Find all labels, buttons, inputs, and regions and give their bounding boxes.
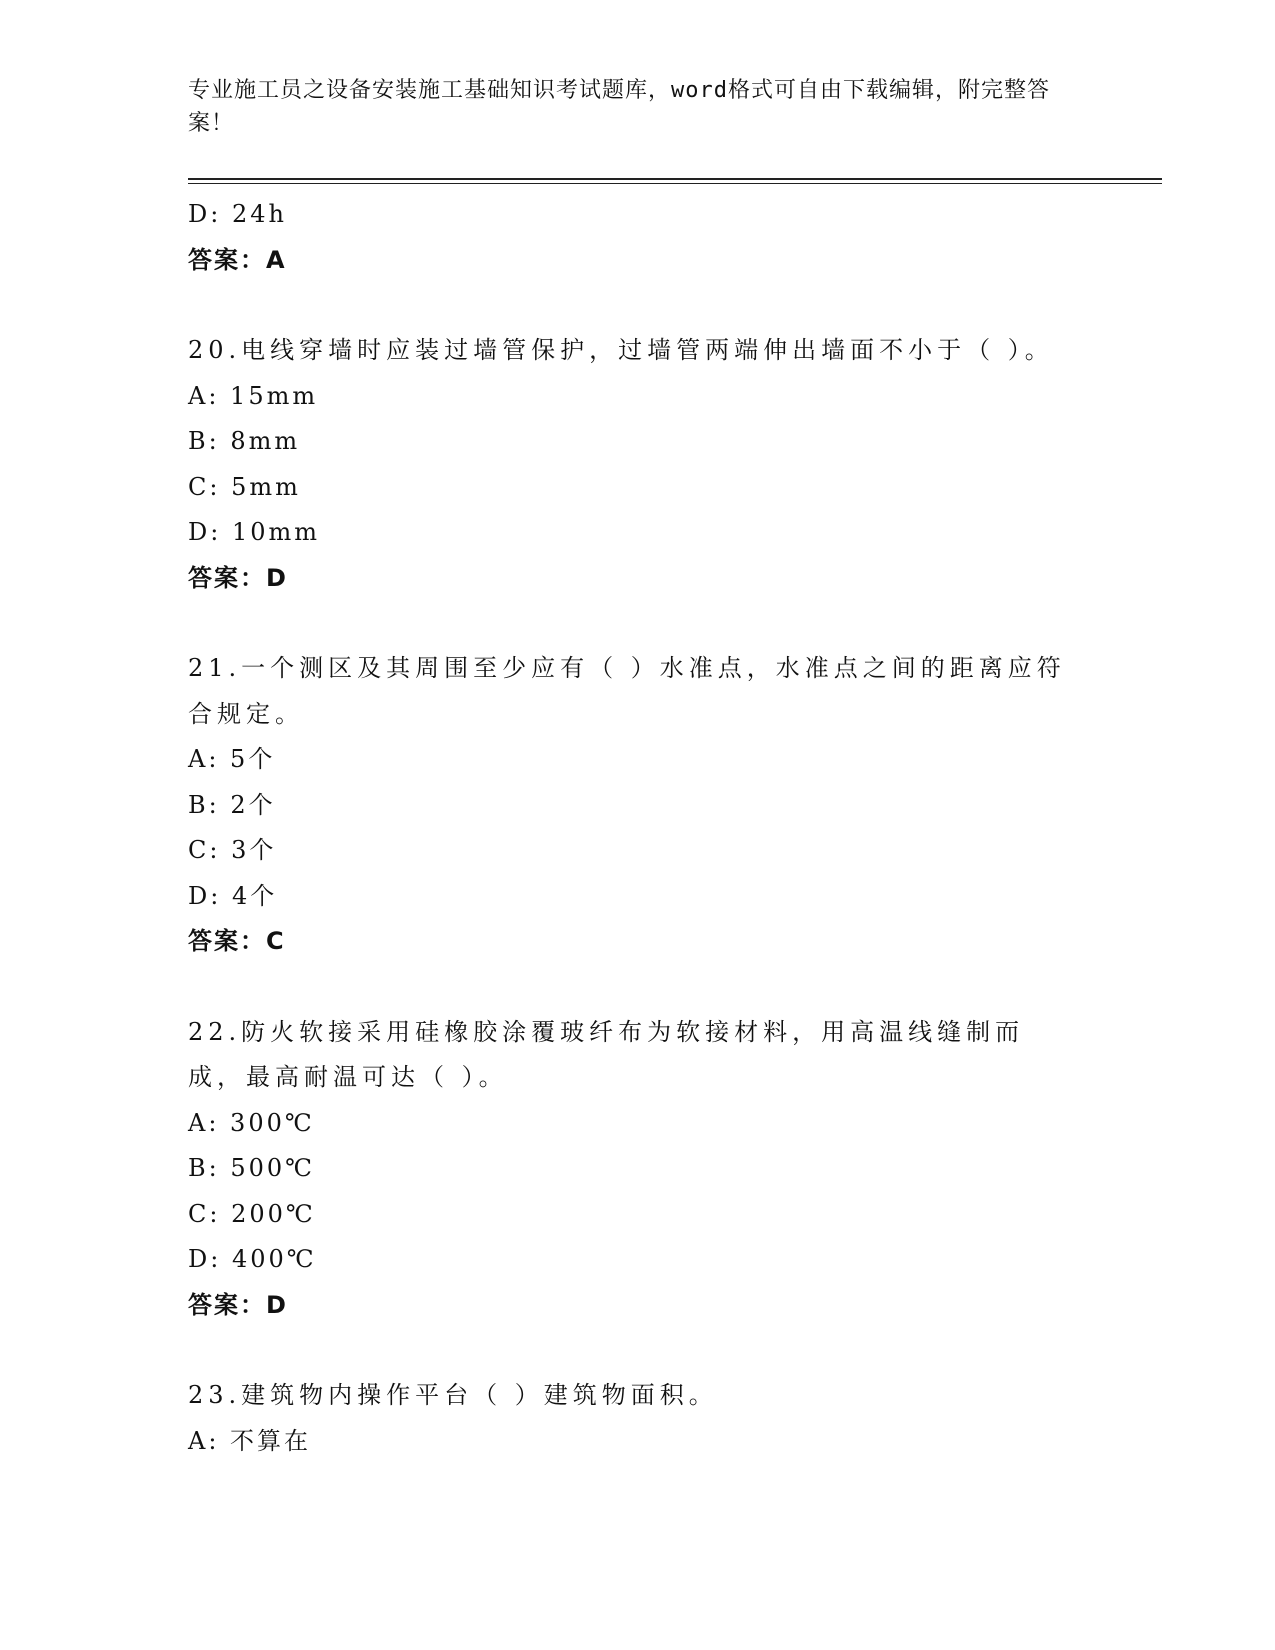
answer-line: 答案：C	[188, 927, 286, 955]
option-c: C: 3个	[188, 836, 277, 864]
option-c: C: 5mm	[188, 472, 301, 501]
header-divider	[188, 178, 1162, 180]
option-b: B: 500℃	[188, 1154, 316, 1182]
question-block	[188, 1373, 1088, 1464]
spacer	[188, 1328, 1088, 1373]
answer-line: 答案：D	[188, 563, 288, 592]
question-stem: 22.防火软接采用硅橡胶涂覆玻纤布为软接材料，用高温线缝制而成，最高耐温可达（ ）。	[188, 1017, 1025, 1091]
question-stem: 21.一个测区及其周围至少应有（ ）水准点，水准点之间的距离应符合规定。	[188, 654, 1066, 728]
header-divider-thin	[188, 183, 1162, 184]
answer-line: 答案：D	[188, 1290, 288, 1319]
spacer	[188, 601, 1088, 646]
spacer	[188, 283, 1088, 328]
question-content	[188, 192, 1088, 1464]
question-stem: 23.建筑物内操作平台（ ）建筑物面积。	[188, 1381, 718, 1409]
page-header: 专业施工员之设备安装施工基础知识考试题库，word格式可自由下载编辑，附完整答案！	[188, 78, 1050, 136]
question-block	[188, 328, 1088, 601]
question-block	[188, 646, 1088, 965]
option-a: A: 15mm	[188, 381, 319, 410]
option-d: D: 400℃	[188, 1245, 317, 1273]
option-d: D: 24h	[188, 200, 287, 228]
option-a: A: 不算在	[188, 1426, 312, 1455]
question-block	[188, 1010, 1088, 1329]
option-d: D: 10mm	[188, 518, 321, 546]
option-a: A: 300℃	[188, 1108, 315, 1137]
option-b: B: 2个	[188, 790, 276, 819]
answer-line: 答案：A	[188, 245, 287, 274]
option-b: B: 8mm	[188, 427, 301, 455]
option-c: C: 200℃	[188, 1199, 316, 1228]
option-d: D: 4个	[188, 881, 278, 910]
option-a: A: 5个	[188, 745, 276, 773]
question-stem: 20.电线穿墙时应装过墙管保护，过墙管两端伸出墙面不小于（ ）。	[188, 336, 1054, 364]
spacer	[188, 965, 1088, 1010]
